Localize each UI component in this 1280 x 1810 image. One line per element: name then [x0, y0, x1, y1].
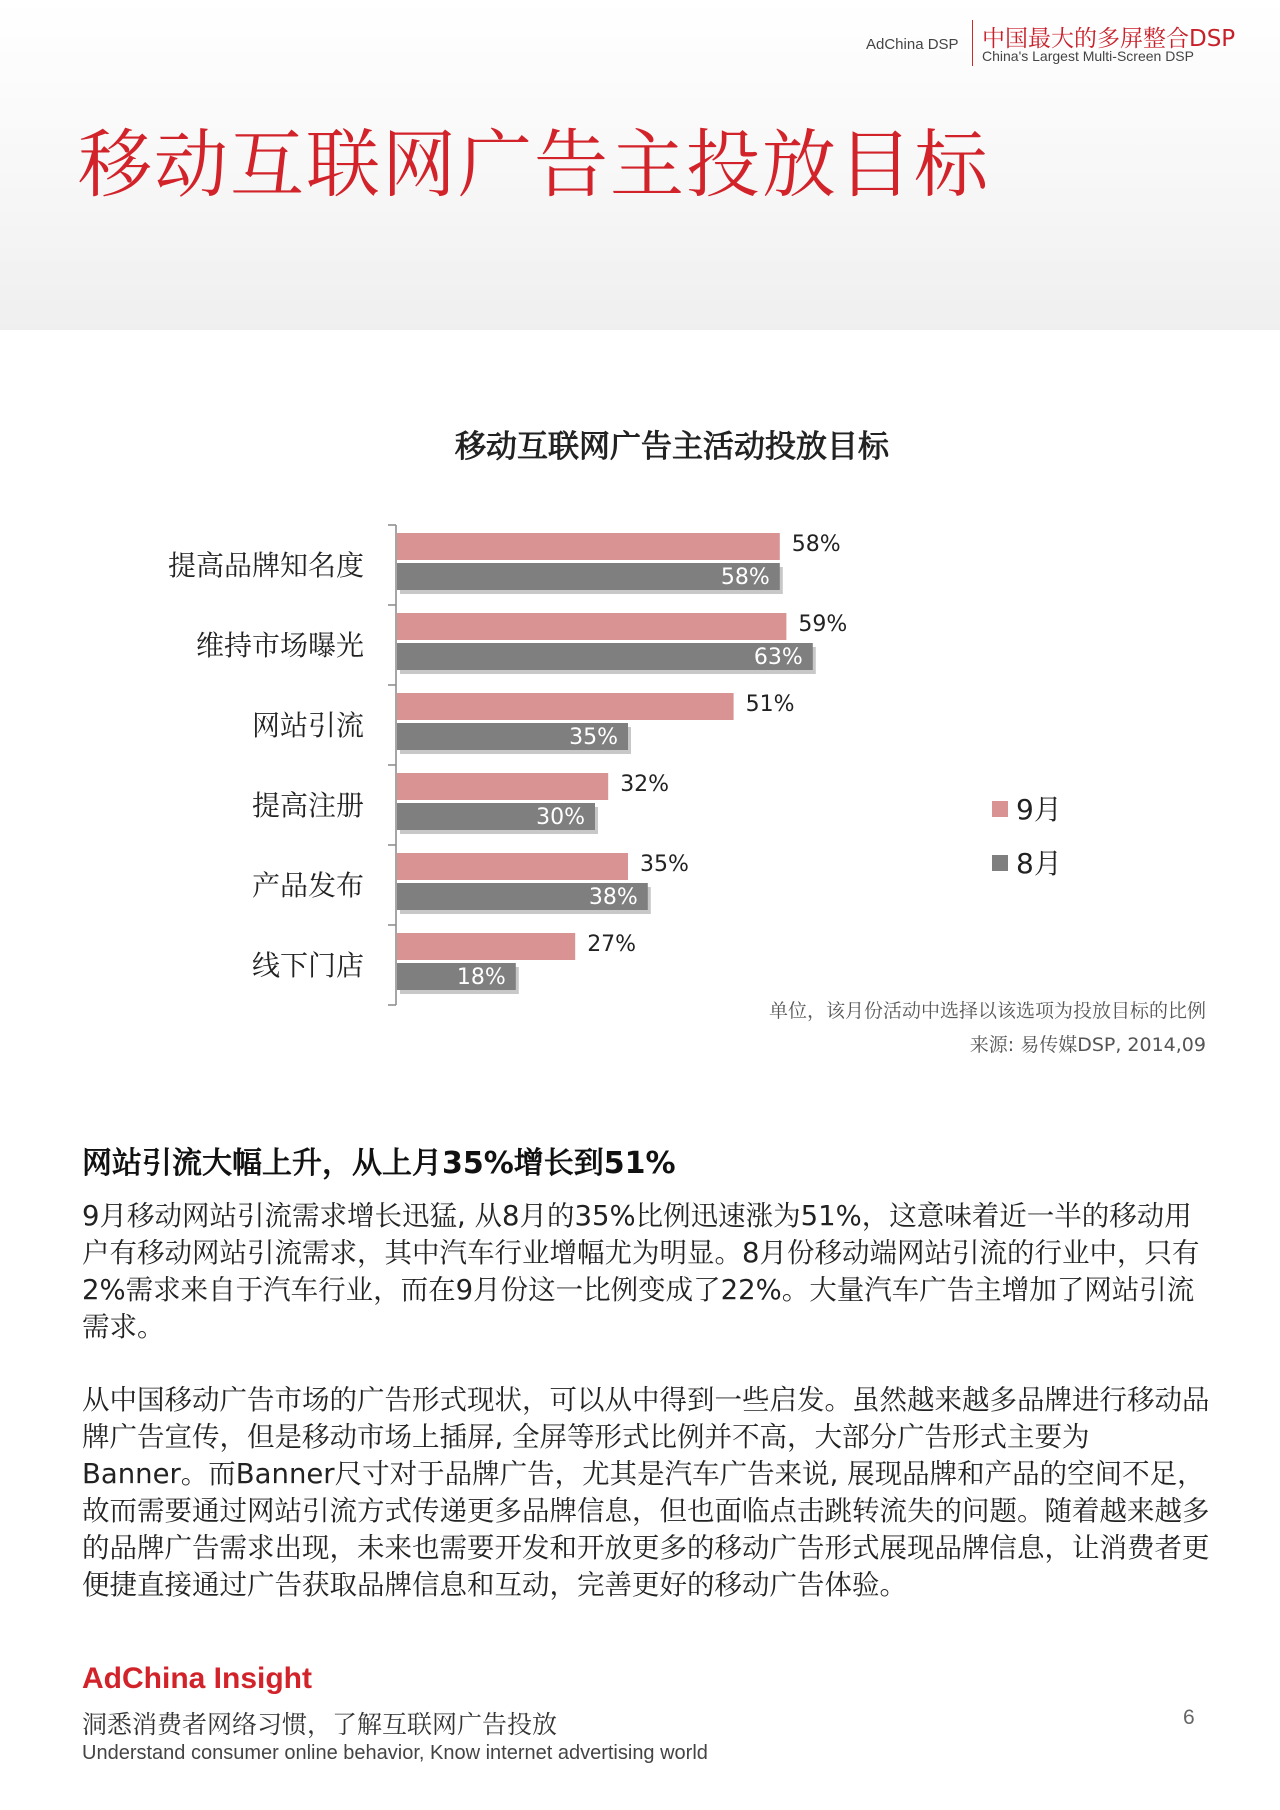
footer-tagline-en: Understand consumer online behavior, Know internet advertising world — [82, 1742, 708, 1764]
brand-small: AdChina DSP — [866, 36, 959, 53]
chart-title: 移动互联网广告主活动投放目标 — [455, 429, 889, 465]
bar-sep — [397, 533, 780, 560]
data-label-aug: 30% — [536, 805, 585, 830]
bar-sep — [397, 773, 608, 800]
data-label-aug: 63% — [753, 645, 803, 670]
page-number: 6 — [1183, 1706, 1195, 1729]
category-label: 网站引流 — [251, 709, 364, 742]
legend-item-aug — [992, 842, 1062, 882]
data-label-aug: 38% — [588, 885, 638, 910]
data-label-aug: 58% — [720, 565, 770, 590]
brand-slogan-cn: 中国最大的多屏整合DSP — [982, 26, 1236, 52]
legend-item-sep — [992, 788, 1062, 828]
data-label-sep: 51% — [745, 692, 795, 717]
article-paragraph-2: 从中国移动广告市场的广告形式现状，可以从中得到一些启发。虽然越来越多品牌进行移动品牌广告宣传，但是移动市场上插屏, 全屏等形式比例并不高，大部分广告形式主要为Banner。而Banner尺寸对于品牌广告，尤其是汽车广告来说, 展现品牌和产品的空间不足，故而需要通过网站引流方式传递更多品牌信息，但也面临点击跳转流失的问题。随着越来越多的品牌广告需求出现，未来也需要开发和开放更多的移动广告形式展现品牌信息，让消费者更便捷直接通过广告获取品牌信息和互动，完善更好的移动广告体验。 — [82, 1384, 1210, 1601]
legend-label-aug: 8月 — [1016, 847, 1062, 880]
legend-swatch-sep — [992, 801, 1008, 817]
category-label: 线下门店 — [251, 949, 364, 982]
chart-source: 来源: 易传媒DSP, 2014,09 — [969, 1034, 1206, 1056]
data-label-aug: 35% — [569, 725, 618, 750]
bar-chart — [0, 400, 1280, 1040]
chart-unit-note: 单位，该月份活动中选择以该选项为投放目标的比例 — [768, 1000, 1206, 1022]
legend-label-sep: 9月 — [1016, 793, 1062, 826]
bar-aug — [397, 643, 813, 670]
page-title: 移动互联网广告主投放目标 — [78, 122, 990, 208]
category-label: 维持市场曝光 — [195, 629, 364, 662]
category-label: 提高注册 — [251, 789, 364, 822]
data-label-sep: 32% — [620, 772, 670, 797]
footer-brand: AdChina Insight — [82, 1662, 312, 1695]
data-label-aug: 18% — [456, 965, 506, 990]
data-label-sep: 35% — [640, 852, 689, 877]
legend-swatch-aug — [992, 855, 1008, 871]
category-label: 产品发布 — [251, 869, 364, 902]
bar-sep — [397, 853, 628, 880]
bar-sep — [397, 933, 575, 960]
article-headline: 网站引流大幅上升，从上月35%增长到51% — [82, 1146, 676, 1181]
article-paragraph-1: 9月移动网站引流需求增长迅猛, 从8月的35%比例迅速涨为51%，这意味着近一半的移动用户有移动网站引流需求，其中汽车行业增幅尤为明显。8月份移动端网站引流的行业中，只有2%需求来自于汽车行业，而在9月份这一比例变成了22%。大量汽车广告主增加了网站引流需求。 — [82, 1200, 1200, 1343]
brand-slogan-en: China's Largest Multi-Screen DSP — [982, 48, 1194, 64]
data-label-sep: 27% — [587, 932, 637, 957]
data-label-sep: 58% — [791, 532, 841, 557]
category-label: 提高品牌知名度 — [167, 549, 364, 582]
brand-divider — [972, 20, 973, 66]
footer-tagline-cn: 洞悉消费者网络习惯，了解互联网广告投放 — [82, 1710, 558, 1739]
data-label-sep: 59% — [798, 612, 848, 637]
bar-sep — [397, 693, 734, 720]
bar-sep — [397, 613, 786, 640]
